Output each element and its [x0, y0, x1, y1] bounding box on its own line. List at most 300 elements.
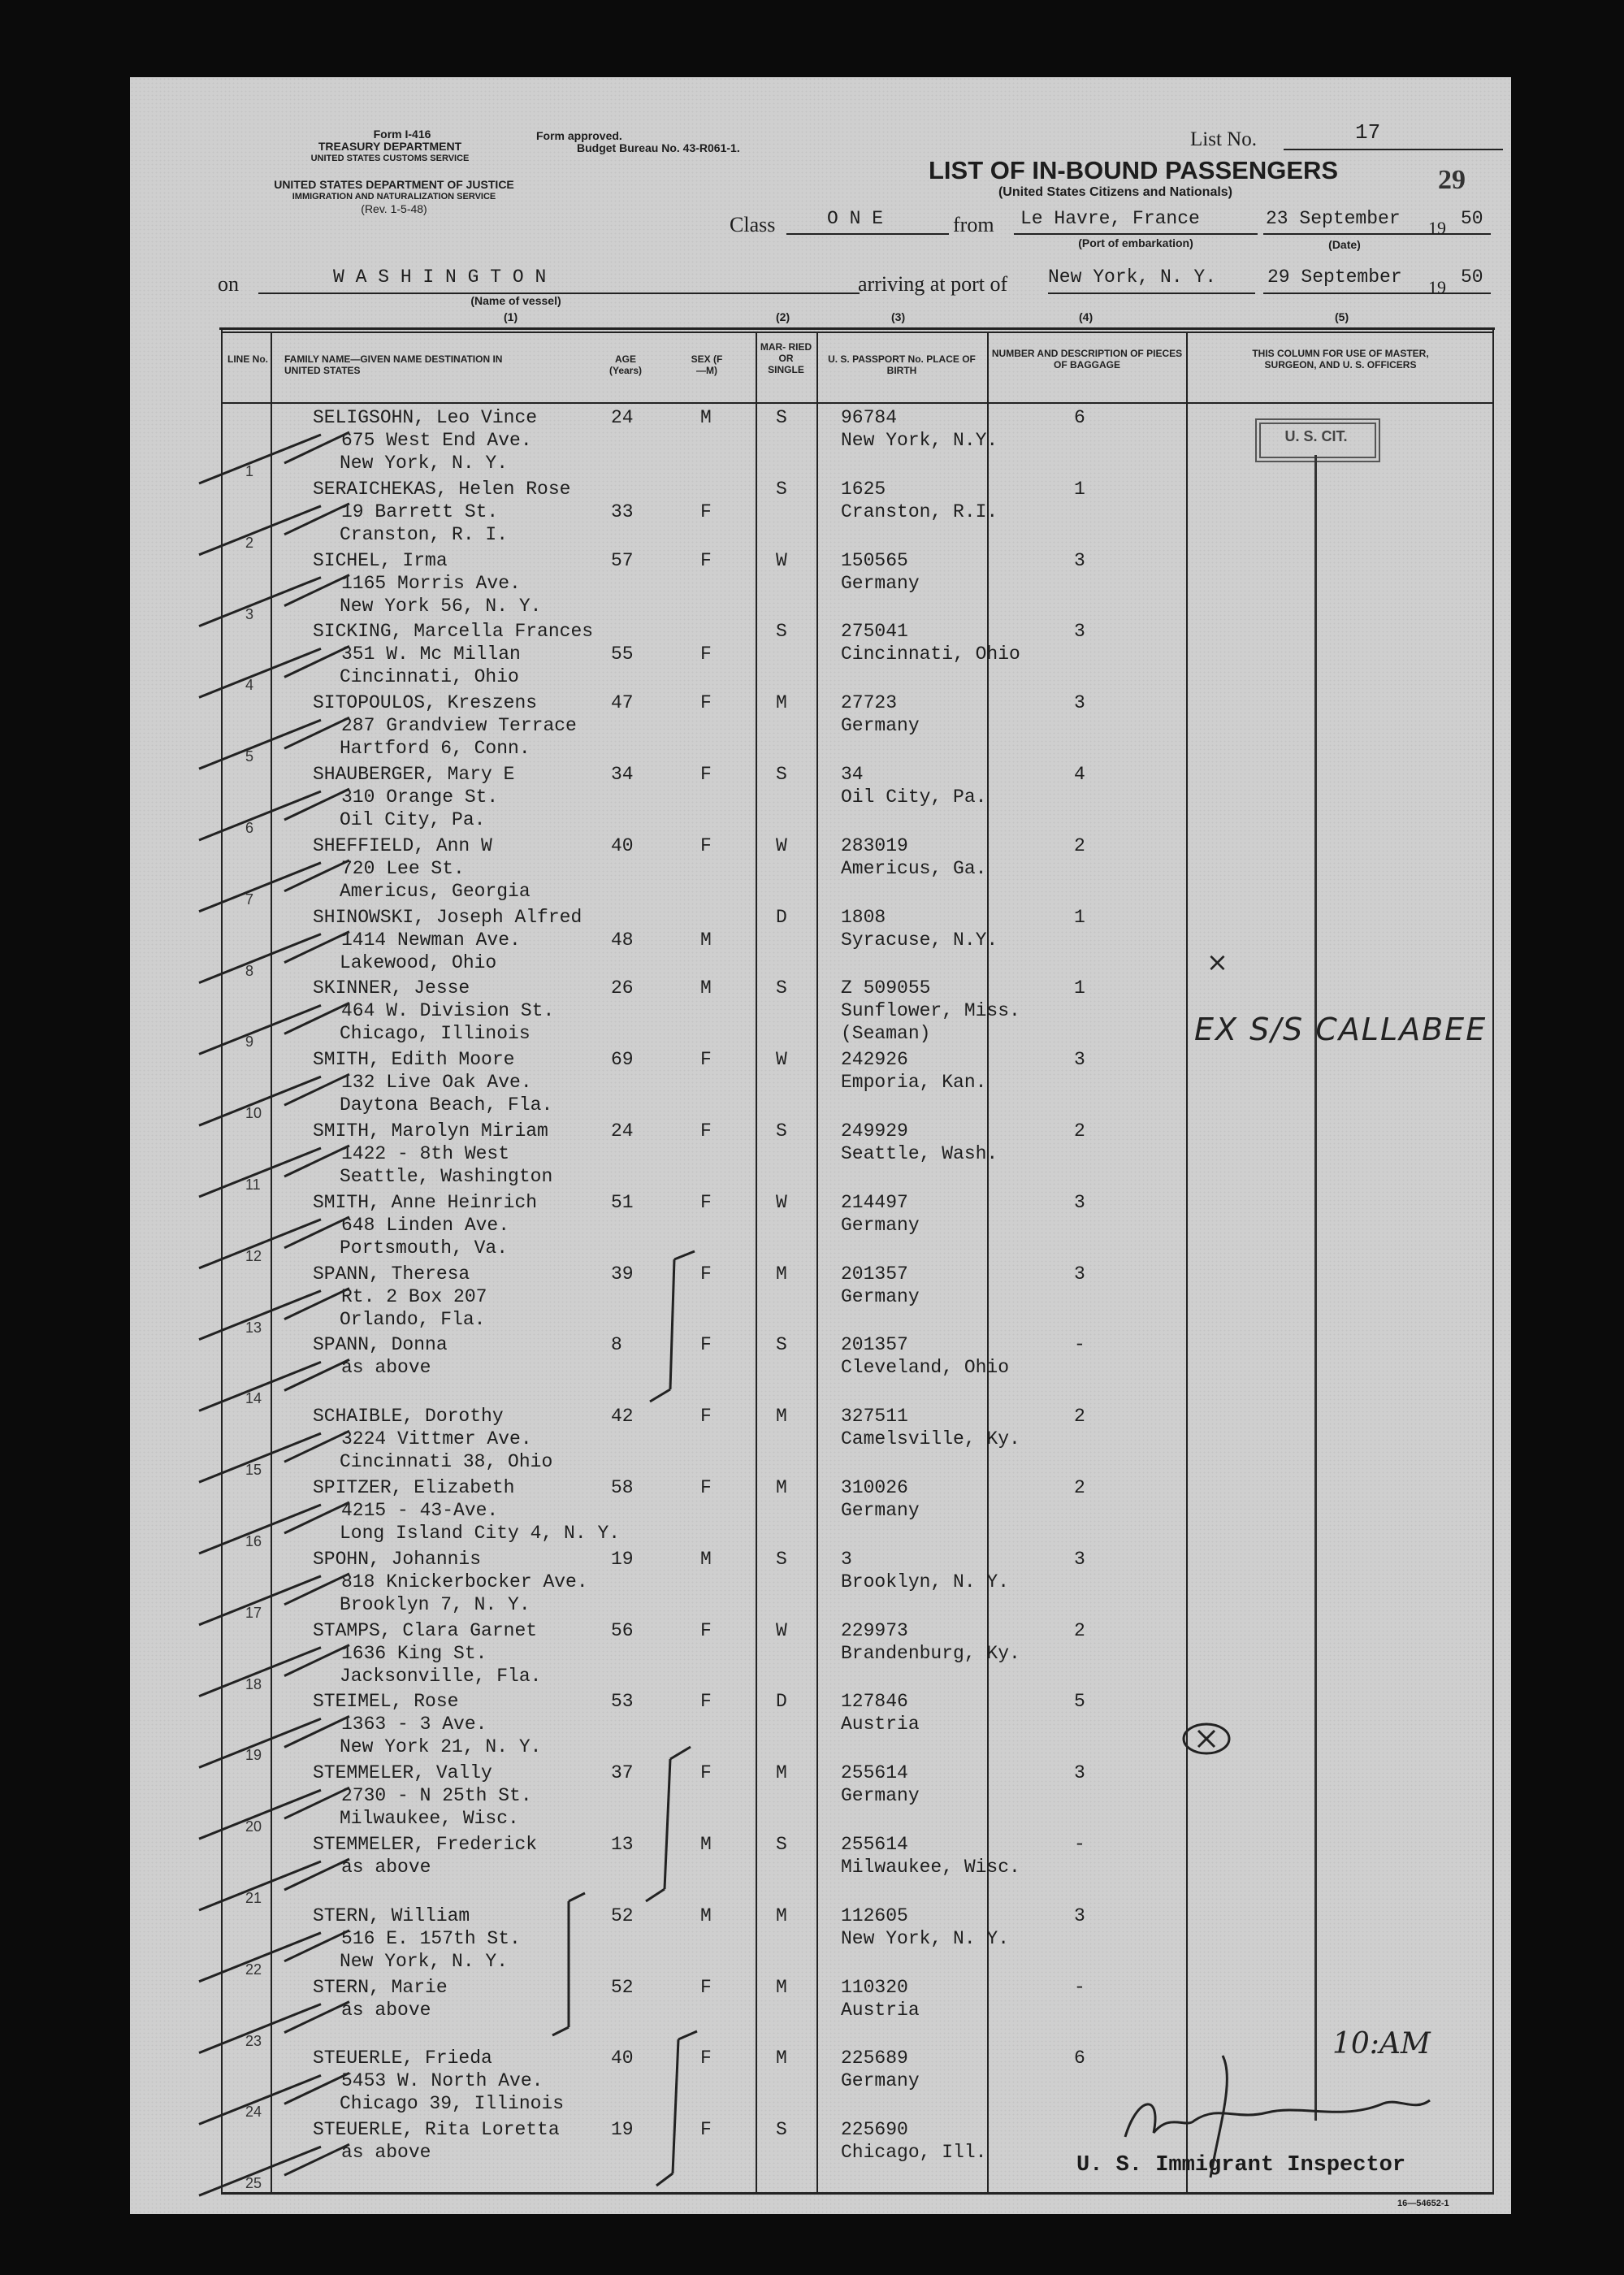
- row-check-mark: [199, 1716, 349, 1767]
- line-number: 13: [245, 1319, 262, 1336]
- treasury-dept: TREASURY DEPARTMENT: [318, 140, 462, 153]
- passport-number: 112605: [841, 1904, 908, 1926]
- place-of-birth: Sunflower, Miss.: [841, 1000, 1020, 1022]
- place-of-birth: Germany: [841, 1500, 920, 1521]
- passport-number: 1808: [841, 906, 886, 928]
- place-of-birth: Emporia, Kan.: [841, 1072, 987, 1094]
- place-of-birth: Germany: [841, 1285, 920, 1307]
- line-number: 16: [245, 1533, 262, 1549]
- marital-status: S: [776, 478, 787, 500]
- baggage-count: 2: [1074, 1477, 1085, 1498]
- passenger-name: STEUERLE, Frieda: [313, 2048, 492, 2069]
- passenger-sex: F: [700, 644, 712, 665]
- passenger-name: SITOPOULOS, Kreszens: [313, 692, 538, 714]
- place-of-birth: Camelsville, Ky.: [841, 1428, 1020, 1450]
- passenger-age: 51: [611, 1191, 634, 1213]
- passenger-city: Portsmouth, Va.: [340, 1237, 509, 1259]
- passport-number: 150565: [841, 549, 908, 571]
- row-check-mark: [199, 646, 349, 697]
- place-of-birth: New York, N.Y.: [841, 430, 998, 451]
- marital-status: M: [776, 1762, 787, 1784]
- place-of-birth: Seattle, Wash.: [841, 1143, 998, 1164]
- date-caption: (Date): [1328, 238, 1361, 251]
- page-title: LIST OF IN-BOUND PASSENGERS: [929, 156, 1339, 184]
- passenger-sex: F: [700, 1762, 712, 1784]
- line-number: 12: [245, 1247, 262, 1264]
- passenger-name: SKINNER, Jesse: [313, 977, 470, 999]
- passenger-address: as above: [341, 1357, 431, 1379]
- passport-number: 214497: [841, 1191, 908, 1213]
- year-2: 50: [1461, 266, 1483, 288]
- passenger-sex: F: [700, 2119, 712, 2141]
- marital-status: W: [776, 549, 787, 571]
- col-num-4: (4): [1079, 310, 1093, 323]
- year-prefix-2: 19: [1428, 277, 1446, 297]
- line-number: 1: [245, 463, 254, 479]
- col-header-officers: THIS COLUMN FOR USE OF MASTER, SURGEON, AND U. S. OFFICERS: [1252, 348, 1429, 370]
- baggage-count: 3: [1074, 1548, 1085, 1570]
- passenger-address: as above: [341, 2142, 431, 2164]
- passenger-name: SERAICHEKAS, Helen Rose: [313, 478, 571, 500]
- passenger-name: SCHAIBLE, Dorothy: [313, 1406, 504, 1428]
- passenger-sex: F: [700, 549, 712, 571]
- line-number: 20: [245, 1818, 262, 1835]
- baggage-count: -: [1074, 1834, 1085, 1855]
- footer-code: 16—54652-1: [1397, 2199, 1449, 2208]
- col-num-5: (5): [1335, 310, 1349, 323]
- passenger-name: SHEFFIELD, Ann W: [313, 834, 492, 856]
- place-of-birth: Cincinnati, Ohio: [841, 644, 1020, 665]
- baggage-count: 2: [1074, 1406, 1085, 1428]
- passenger-age: 57: [611, 549, 634, 571]
- passenger-age: 8: [611, 1334, 622, 1356]
- passenger-age: 34: [611, 764, 634, 785]
- passenger-sex: M: [700, 929, 712, 951]
- passenger-sex: F: [700, 1976, 712, 1998]
- form-number: Form I-416: [373, 128, 431, 141]
- passenger-city: New York, N. Y.: [340, 1950, 509, 1972]
- marital-status: S: [776, 1548, 787, 1570]
- row-check-mark: [199, 1074, 349, 1125]
- place-of-birth: Germany: [841, 572, 920, 594]
- row-check-mark: [199, 1003, 349, 1054]
- inspector-signature: [1125, 2056, 1430, 2178]
- passenger-sex: F: [700, 1691, 712, 1713]
- passport-number: 34: [841, 764, 864, 785]
- passenger-age: 58: [611, 1477, 634, 1498]
- passport-number: 255614: [841, 1834, 908, 1855]
- passenger-sex: F: [700, 1191, 712, 1213]
- passport-number: 242926: [841, 1049, 908, 1071]
- passenger-city: Orlando, Fla.: [340, 1308, 486, 1330]
- passenger-name: SMITH, Anne Heinrich: [313, 1191, 538, 1213]
- passenger-address: 516 E. 157th St.: [341, 1927, 521, 1949]
- passenger-city: Brooklyn 7, N. Y.: [340, 1593, 531, 1615]
- baggage-count: 2: [1074, 834, 1085, 856]
- ex-ship-note: EX S/S CALLABEE: [1194, 1012, 1488, 1047]
- passenger-city: New York 21, N. Y.: [340, 1736, 542, 1758]
- marital-status: S: [776, 1120, 787, 1142]
- row-check-mark: [199, 1645, 349, 1696]
- place-of-birth: Brandenburg, Ky.: [841, 1642, 1020, 1664]
- marital-status: S: [776, 977, 787, 999]
- passenger-name: SMITH, Marolyn Miriam: [313, 1120, 548, 1142]
- passport-number: 27723: [841, 692, 898, 714]
- marital-status: S: [776, 407, 787, 428]
- place-of-birth: Milwaukee, Wisc.: [841, 1857, 1020, 1878]
- passenger-sex: F: [700, 834, 712, 856]
- page-subtitle: (United States Citizens and Nationals): [998, 185, 1233, 199]
- row-check-mark: [199, 2073, 349, 2124]
- passport-number: 96784: [841, 407, 898, 428]
- passenger-age: 13: [611, 1834, 634, 1855]
- passenger-sex: F: [700, 1334, 712, 1356]
- row-check-mark: [199, 1930, 349, 1982]
- passenger-age: 48: [611, 929, 634, 951]
- baggage-count: -: [1074, 1334, 1085, 1356]
- baggage-count: 4: [1074, 764, 1085, 785]
- place-of-birth: New York, N. Y.: [841, 1927, 1010, 1949]
- baggage-count: 2: [1074, 1120, 1085, 1142]
- col-header-baggage: NUMBER AND DESCRIPTION OF PIECES OF BAGGAGE: [991, 348, 1183, 370]
- passenger-city: Cincinnati 38, Ohio: [340, 1451, 553, 1473]
- passenger-name: STEIMEL, Rose: [313, 1691, 459, 1713]
- row-check-mark: [199, 717, 349, 769]
- passenger-sex: F: [700, 1049, 712, 1071]
- line-number: 7: [245, 890, 254, 908]
- passenger-age: 37: [611, 1762, 634, 1784]
- baggage-count: 2: [1074, 1619, 1085, 1641]
- us-cit-stamp-text: U. S. CIT.: [1284, 428, 1348, 444]
- passport-number: 110320: [841, 1976, 908, 1998]
- family-brackets: [552, 1251, 697, 2186]
- passport-number: 249929: [841, 1120, 908, 1142]
- passenger-sex: M: [700, 1834, 712, 1855]
- passenger-sex: F: [700, 1477, 712, 1498]
- line-number: 5: [245, 748, 254, 765]
- passport-number: 310026: [841, 1477, 908, 1498]
- passport-number: 275041: [841, 621, 908, 643]
- list-no-label: List No.: [1190, 128, 1257, 150]
- place-of-birth: Germany: [841, 715, 920, 737]
- col-header-sex: SEX (F—M): [691, 353, 723, 376]
- passenger-sex: F: [700, 1619, 712, 1641]
- marital-status: M: [776, 1263, 787, 1285]
- passport-number: 225689: [841, 2048, 908, 2069]
- passenger-name: SHINOWSKI, Joseph Alfred: [313, 906, 582, 928]
- passenger-city: Cranston, R. I.: [340, 523, 509, 545]
- col-header-age: AGE (Years): [608, 353, 643, 376]
- passport-number: 229973: [841, 1619, 908, 1641]
- passenger-age: 19: [611, 1548, 634, 1570]
- arrival-date: 29 September: [1267, 266, 1402, 288]
- row-check-mark: [199, 860, 349, 912]
- marital-status: S: [776, 621, 787, 643]
- passport-number: 283019: [841, 834, 908, 856]
- passenger-sex: F: [700, 500, 712, 522]
- passenger-age: 24: [611, 407, 634, 428]
- passenger-address: 287 Grandview Terrace: [341, 715, 577, 737]
- baggage-count: -: [1074, 1976, 1085, 1998]
- baggage-count: 1: [1074, 478, 1085, 500]
- passenger-address: 4215 - 43-Ave.: [341, 1500, 499, 1521]
- passenger-sex: M: [700, 977, 712, 999]
- row-check-mark: [199, 1859, 349, 1910]
- passport-number: 1625: [841, 478, 886, 500]
- marital-status: M: [776, 2048, 787, 2069]
- passenger-city: Seattle, Washington: [340, 1166, 553, 1187]
- passenger-age: 69: [611, 1049, 634, 1071]
- place-of-birth: Oil City, Pa.: [841, 786, 987, 808]
- passport-number: 225690: [841, 2119, 908, 2141]
- passenger-city: Milwaukee, Wisc.: [340, 1808, 519, 1830]
- marital-status: S: [776, 2119, 787, 2141]
- doj: UNITED STATES DEPARTMENT OF JUSTICE: [274, 178, 514, 191]
- line-number: 10: [245, 1105, 262, 1122]
- passenger-age: 24: [611, 1120, 634, 1142]
- passenger-age: 47: [611, 692, 634, 714]
- passenger-address: as above: [341, 1857, 431, 1878]
- marital-status: S: [776, 1834, 787, 1855]
- passport-number: 327511: [841, 1406, 908, 1428]
- passenger-address: 132 Live Oak Ave.: [341, 1072, 532, 1094]
- revision: (Rev. 1-5-48): [361, 202, 427, 215]
- passenger-name: SMITH, Edith Moore: [313, 1049, 515, 1071]
- marital-status: D: [776, 906, 787, 928]
- row-check-mark: [199, 1146, 349, 1197]
- place-of-birth: Austria: [841, 1714, 920, 1736]
- baggage-count: 1: [1074, 906, 1085, 928]
- row-check-mark: [199, 2144, 349, 2195]
- passenger-sex: M: [700, 407, 712, 428]
- class-label: Class: [730, 213, 776, 236]
- passenger-city: New York 56, N. Y.: [340, 595, 542, 617]
- passenger-age: 53: [611, 1691, 634, 1713]
- passenger-age: 40: [611, 2048, 634, 2069]
- row-check-mark: [199, 432, 349, 483]
- col-num-2: (2): [776, 310, 790, 323]
- passenger-name: SHAUBERGER, Mary E: [313, 764, 515, 785]
- line-number: 22: [245, 1961, 262, 1978]
- passenger-address: 1363 - 3 Ave.: [341, 1714, 487, 1736]
- passenger-sex: M: [700, 1548, 712, 1570]
- budget-bureau: Budget Bureau No. 43-R061-1.: [577, 141, 740, 154]
- baggage-count: 1: [1074, 977, 1085, 999]
- passenger-address: as above: [341, 1999, 431, 2021]
- passenger-address: 675 West End Ave.: [341, 430, 532, 451]
- passenger-name: STEUERLE, Rita Loretta: [313, 2119, 560, 2141]
- baggage-count: 3: [1074, 621, 1085, 643]
- baggage-count: 3: [1074, 1904, 1085, 1926]
- sail-date: 23 September: [1266, 208, 1401, 229]
- passenger-sex: F: [700, 2048, 712, 2069]
- marital-status: W: [776, 1191, 787, 1213]
- row-check-mark: [199, 2002, 349, 2053]
- line-number: 24: [245, 2104, 262, 2121]
- passenger-name: SPOHN, Johannis: [313, 1548, 482, 1570]
- passenger-age: 33: [611, 500, 634, 522]
- port-of-embarkation: Le Havre, France: [1020, 208, 1200, 229]
- passenger-name: STEMMELER, Frederick: [313, 1834, 538, 1855]
- passenger-sex: F: [700, 764, 712, 785]
- baggage-count: 3: [1074, 549, 1085, 571]
- line-number: 15: [245, 1462, 262, 1479]
- row-check-marks: [199, 432, 349, 2195]
- passenger-address: 2730 - N 25th St.: [341, 1785, 532, 1807]
- x-mark: ×: [1206, 947, 1228, 977]
- passenger-address: 648 Linden Ave.: [341, 1214, 510, 1236]
- row-check-mark: [199, 1359, 349, 1410]
- col-header-name: FAMILY NAME—GIVEN NAME DESTINATION IN UNITED STATES: [284, 353, 503, 376]
- passenger-address: 1414 Newman Ave.: [341, 929, 521, 951]
- line-number: 19: [245, 1747, 262, 1764]
- passenger-sex: F: [700, 1406, 712, 1428]
- passenger-name: STAMPS, Clara Garnet: [313, 1619, 538, 1641]
- place-of-birth: Germany: [841, 1214, 920, 1236]
- line-number: 8: [245, 962, 254, 979]
- baggage-count: 3: [1074, 1191, 1085, 1213]
- passenger-name: SICKING, Marcella Frances: [313, 621, 594, 643]
- time-note: 10:AM: [1332, 2027, 1431, 2060]
- vessel-name: W A S H I N G T O N: [333, 266, 547, 288]
- row-check-mark: [199, 1574, 349, 1625]
- line-number: 3: [245, 605, 254, 622]
- place-of-birth: Cleveland, Ohio: [841, 1357, 1010, 1379]
- baggage-count: 3: [1074, 692, 1085, 714]
- col-header-line: LINE No.: [227, 353, 268, 365]
- passenger-city: New York, N. Y.: [340, 453, 509, 474]
- from-label: from: [953, 213, 994, 236]
- row-check-mark: [199, 789, 349, 840]
- line-number: 11: [245, 1176, 261, 1193]
- baggage-count: 3: [1074, 1049, 1085, 1071]
- passenger-age: 40: [611, 834, 634, 856]
- passenger-name: SPANN, Donna: [313, 1334, 448, 1356]
- line-number: 4: [245, 677, 254, 694]
- page-mark: 29: [1438, 165, 1466, 195]
- year-1: 50: [1461, 208, 1483, 229]
- passport-number: 3: [841, 1548, 852, 1570]
- marital-status: M: [776, 1904, 787, 1926]
- inspector-label: U. S. Immigrant Inspector: [1076, 2153, 1406, 2178]
- place-of-birth: Austria: [841, 1999, 920, 2021]
- marital-status: M: [776, 1406, 787, 1428]
- passenger-address: Rt. 2 Box 207: [341, 1285, 487, 1307]
- passenger-city: Americus, Georgia: [340, 880, 531, 902]
- row-check-mark: [199, 1502, 349, 1554]
- line-number: 23: [245, 2032, 262, 2049]
- ins: IMMIGRATION AND NATURALIZATION SERVICE: [292, 192, 496, 202]
- passenger-age: 26: [611, 977, 634, 999]
- seaman-note: (Seaman): [841, 1023, 931, 1045]
- line-number: 25: [245, 2175, 262, 2192]
- passenger-age: 52: [611, 1904, 634, 1926]
- line-number: 9: [245, 1034, 254, 1051]
- passenger-city: Hartford 6, Conn.: [340, 738, 531, 760]
- line-number: 14: [245, 1390, 262, 1407]
- row-check-mark: [199, 1289, 349, 1340]
- passenger-sex: M: [700, 1904, 712, 1926]
- line-number: 6: [245, 820, 254, 836]
- passenger-address: 1165 Morris Ave.: [341, 572, 521, 594]
- col-num-3: (3): [891, 310, 906, 323]
- passenger-address: 5453 W. North Ave.: [341, 2070, 543, 2092]
- passenger-age: 52: [611, 1976, 634, 1998]
- baggage-count: 6: [1074, 407, 1085, 428]
- place-of-birth: Americus, Ga.: [841, 857, 987, 879]
- passenger-sex: F: [700, 1263, 712, 1285]
- passport-number: 201357: [841, 1263, 908, 1285]
- passenger-age: 19: [611, 2119, 634, 2141]
- passenger-city: Lakewood, Ohio: [340, 951, 497, 973]
- passenger-address: 818 Knickerbocker Ave.: [341, 1571, 588, 1592]
- passenger-name: STERN, Marie: [313, 1976, 448, 1998]
- row-check-mark: [199, 575, 349, 626]
- passenger-address: 1422 - 8th West: [341, 1143, 510, 1164]
- row-check-mark: [199, 1788, 349, 1839]
- passenger-name: STEMMELER, Vally: [313, 1762, 492, 1784]
- col-num-1: (1): [504, 310, 518, 323]
- vessel-caption: (Name of vessel): [470, 294, 561, 307]
- baggage-count: 6: [1074, 2048, 1085, 2069]
- line-number: 21: [245, 1890, 262, 1906]
- place-of-birth: Brooklyn, N. Y.: [841, 1571, 1010, 1592]
- passenger-name: STERN, William: [313, 1904, 470, 1926]
- passenger-age: 55: [611, 644, 634, 665]
- passenger-city: Chicago 39, Illinois: [340, 2093, 565, 2115]
- passenger-address: 720 Lee St.: [341, 857, 465, 879]
- marital-status: W: [776, 834, 787, 856]
- marital-status: D: [776, 1691, 787, 1713]
- passport-number: 127846: [841, 1691, 908, 1713]
- passenger-age: 39: [611, 1263, 634, 1285]
- marital-status: S: [776, 764, 787, 785]
- passenger-address: 1636 King St.: [341, 1642, 487, 1664]
- marital-status: W: [776, 1049, 787, 1071]
- place-of-birth: Germany: [841, 1785, 920, 1807]
- passenger-city: Chicago, Illinois: [340, 1023, 531, 1045]
- arrival-port: New York, N. Y.: [1048, 266, 1217, 288]
- passenger-name: SICHEL, Irma: [313, 549, 448, 571]
- col-header-married: MAR- RIED OR SINGLE: [760, 341, 812, 375]
- passenger-city: Jacksonville, Fla.: [340, 1665, 542, 1687]
- class-value: O N E: [827, 208, 884, 229]
- passenger-city: Oil City, Pa.: [340, 809, 486, 830]
- baggage-count: 5: [1074, 1691, 1085, 1713]
- marital-status: W: [776, 1619, 787, 1641]
- marital-status: M: [776, 692, 787, 714]
- passenger-city: Long Island City 4, N. Y.: [340, 1523, 621, 1544]
- passenger-age: 42: [611, 1406, 634, 1428]
- passenger-sex: F: [700, 1120, 712, 1142]
- passenger-address: 310 Orange St.: [341, 786, 499, 808]
- row-check-mark: [199, 1431, 349, 1482]
- passenger-address: 3224 Vittmer Ave.: [341, 1428, 532, 1450]
- baggage-count: 3: [1074, 1263, 1085, 1285]
- passport-number: 255614: [841, 1762, 908, 1784]
- passport-number: Z 509055: [841, 977, 931, 999]
- col-header-passport: U. S. PASSPORT No. PLACE OF BIRTH: [828, 353, 976, 376]
- passport-number: 201357: [841, 1334, 908, 1356]
- on-label: on: [218, 272, 239, 296]
- passenger-city: Daytona Beach, Fla.: [340, 1094, 553, 1116]
- passenger-address: 464 W. Division St.: [341, 1000, 555, 1022]
- place-of-birth: Germany: [841, 2070, 920, 2092]
- passenger-address: 351 W. Mc Millan: [341, 644, 521, 665]
- port-caption: (Port of embarkation): [1078, 236, 1193, 249]
- row-check-mark: [199, 932, 349, 983]
- year-prefix-1: 19: [1428, 218, 1446, 238]
